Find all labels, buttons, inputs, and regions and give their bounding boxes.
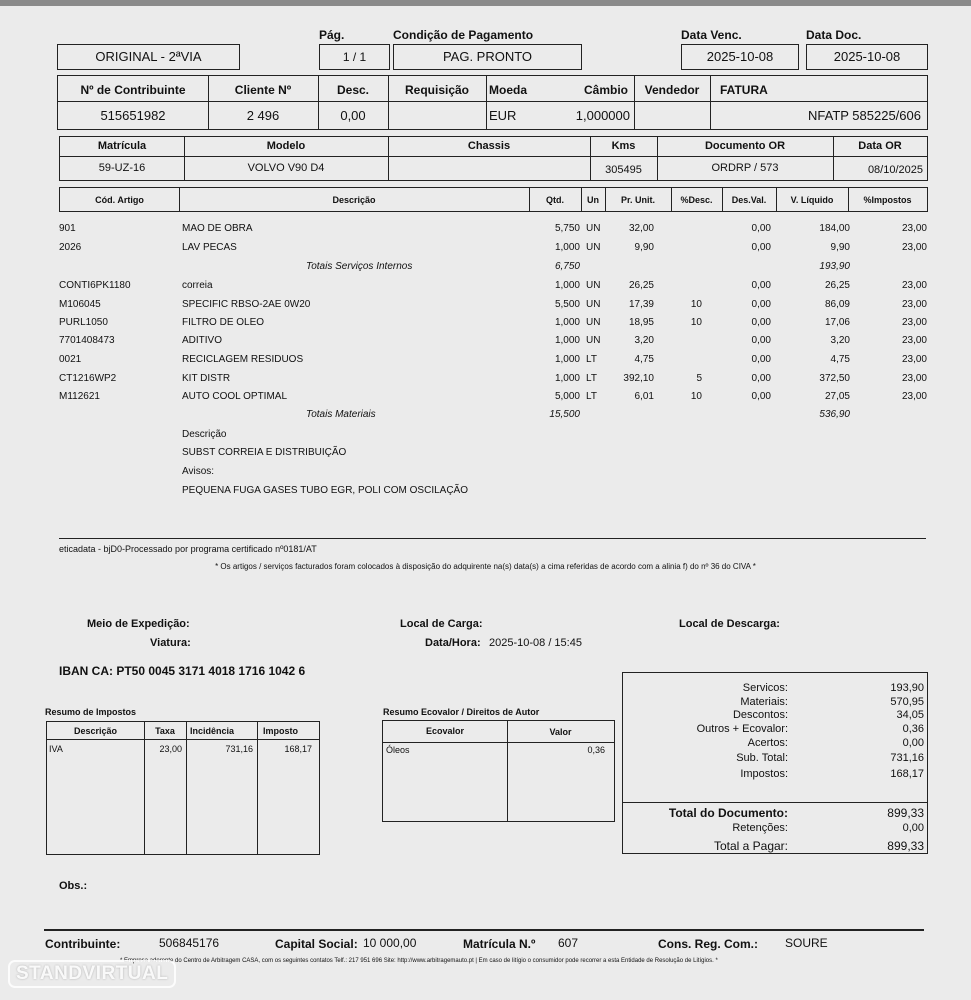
col-documento: Documento OR [704,140,786,152]
item-tax: 23,00 [901,335,927,346]
item-qty: 1,000 [554,242,580,253]
item-qty: 1,000 [554,317,580,328]
item-qty: 5,500 [554,299,580,310]
documento-value: ORDRP / 573 [711,162,779,174]
item-desc: ADITIVO [182,335,223,346]
item-liq: 184,00 [819,223,850,234]
footer-matricula-label: Matrícula N.º [463,937,536,951]
cert-line-1: eticadata - bjD0-Processado por programa certificado nº0181/AT [59,544,317,554]
item-pdesc: 5 [696,373,702,384]
item-tax: 23,00 [901,223,927,234]
ecovalor-col-name: Ecovalor [425,726,465,736]
item-code: 7701408473 [59,335,115,346]
item-code: 901 [59,223,76,234]
item-price: 392,10 [623,373,654,384]
pag-label: Pág. [319,28,345,42]
item-liq: 372,50 [819,373,850,384]
item-liq: 27,05 [824,391,850,402]
taxes-col-desc: Descrição [73,726,118,736]
item-un: UN [586,335,601,346]
col-impostos: %Impostos [863,195,912,205]
col-qtd: Qtd. [546,195,564,205]
col-data-or: Data OR [858,140,902,152]
kms-value: 305495 [605,164,642,176]
footer-matricula: 607 [558,936,579,950]
cond-value: PAG. PRONTO [393,44,582,70]
item-desc: correia [182,280,213,291]
item-desval: 0,00 [751,223,771,234]
footer-capital: 10 000,00 [363,936,417,950]
col-cliente: Cliente Nº [234,83,292,97]
subtotal-materiais-label: Totais Materiais [306,409,376,420]
venc-value: 2025-10-08 [681,44,799,70]
item-price: 6,01 [634,391,654,402]
item-un: UN [586,317,601,328]
col-desval: Des.Val. [731,195,767,205]
item-code: 2026 [59,242,82,253]
iban: IBAN CA: PT50 0045 3171 4018 1716 1042 6 [59,664,306,678]
item-liq: 17,06 [824,317,850,328]
item-liq: 9,90 [830,242,850,253]
pag-value: 1 / 1 [319,44,390,70]
item-desc: RECICLAGEM RESIDUOS [182,354,304,365]
col-desc: Desc. [336,83,370,97]
taxes-row-incid: 731,16 [225,744,253,754]
item-liq: 4,75 [830,354,850,365]
item-liq: 3,20 [830,335,850,346]
local-carga-label: Local de Carga: [400,618,483,630]
item-un: LT [586,391,597,402]
taxes-title: Resumo de Impostos [45,707,137,717]
col-contribuinte: Nº de Contribuinte [80,83,186,97]
item-qty: 5,000 [554,391,580,402]
item-un: UN [586,299,601,310]
item-price: 4,75 [634,354,654,365]
datahora-label: Data/Hora: [425,637,481,649]
cambio-value: 1,000000 [575,108,630,123]
col-vliquido: V. Líquido [790,195,834,205]
cert-line-2: * Os artigos / serviços facturados foram colocados à disposição do adquirente na(s) data(s) a cima referidas de acordo com a alinia f) do nº 36 do CIVA * [215,562,756,571]
item-price: 3,20 [634,335,654,346]
taxes-col-imposto: Imposto [263,726,298,736]
item-un: UN [586,223,601,234]
taxes-col-incid: Incidência [190,726,235,736]
desc-value: 0,00 [340,108,366,123]
ecovalor-row-valor: 0,36 [587,745,605,755]
item-price: 32,00 [628,223,654,234]
item-code: CONTI6PK1180 [59,280,131,291]
fatura-value: NFATP 585225/606 [808,108,921,123]
notes-avisos-label: Avisos: [182,466,215,477]
item-code: M112621 [59,391,100,402]
item-un: UN [586,242,601,253]
item-un: LT [586,373,597,384]
item-desval: 0,00 [751,354,771,365]
totals-retencoes-value: 0,00 [902,822,924,834]
ecovalor-title: Resumo Ecovalor / Direitos de Autor [383,707,540,717]
modelo-value: VOLVO V90 D4 [247,162,325,174]
col-cod-artigo: Cód. Artigo [95,195,144,205]
totals-subtotal-value: 731,16 [890,752,924,764]
item-code: PURL1050 [59,317,108,328]
item-tax: 23,00 [901,317,927,328]
item-desc: SPECIFIC RBSO-2AE 0W20 [182,299,311,310]
item-desc: FILTRO DE OLEO [182,317,265,328]
ecovalor-table [382,720,615,822]
footer-cons: SOURE [785,936,828,950]
client-table [57,75,928,130]
taxes-col-taxa: Taxa [155,726,175,736]
item-tax: 23,00 [901,391,927,402]
watermark-text: STANDVIRTUAL [16,963,169,984]
col-pdesc: %Desc. [680,195,713,205]
totals-servicos-value: 193,90 [890,682,924,694]
footer-capital-label: Capital Social: [275,937,358,951]
ecovalor-col-valor: Valor [549,727,572,737]
totals-descontos-value: 34,05 [896,709,924,721]
doc-value: 2025-10-08 [806,44,928,70]
item-desc: KIT DISTR [182,373,231,384]
subtotal-materiais-liq: 536,90 [819,409,850,420]
notes-desc-label: Descrição [182,429,227,440]
totals-pagar-label: Total a Pagar: [713,839,788,853]
item-qty: 1,000 [554,354,580,365]
item-tax: 23,00 [901,354,927,365]
item-price: 17,39 [628,299,654,310]
taxes-row-imposto: 168,17 [284,744,312,754]
item-tax: 23,00 [901,280,927,291]
col-cambio: Câmbio [584,83,629,97]
col-kms: Kms [611,140,636,152]
totals-materiais-label: Materiais: [740,696,788,708]
item-desc: LAV PECAS [182,242,237,253]
notes-desc-text: SUBST CORREIA E DISTRIBUIÇÃO [182,447,347,458]
subtotal-servicos-liq: 193,90 [819,261,850,272]
meio-expedicao-label: Meio de Expedição: [87,618,190,630]
footer-contribuinte: 506845176 [159,936,220,950]
item-code: M106045 [59,299,101,310]
datahora-value: 2025-10-08 / 15:45 [489,637,582,649]
totals-acertos-label: Acertos: [747,737,788,749]
item-desc: MAO DE OBRA [182,223,253,234]
item-tax: 23,00 [901,242,927,253]
item-desval: 0,00 [751,280,771,291]
ecovalor-row-name: Óleos [386,745,410,755]
col-requisicao: Requisição [404,83,470,97]
totals-subtotal-label: Sub. Total: [736,752,788,764]
item-desval: 0,00 [751,391,771,402]
subtotal-servicos-label: Totais Serviços Internos [306,261,413,272]
item-code: CT1216WP2 [59,373,117,384]
taxes-row-taxa: 23,00 [159,744,182,754]
cert-divider [59,538,926,539]
item-price: 26,25 [628,280,654,291]
item-qty: 1,000 [554,373,580,384]
item-qty: 1,000 [554,335,580,346]
item-desval: 0,00 [751,299,771,310]
totals-acertos-value: 0,00 [902,737,924,749]
item-tax: 23,00 [901,373,927,384]
taxes-row-desc: IVA [49,744,63,754]
totals-retencoes-label: Retenções: [732,822,788,834]
cond-label: Condição de Pagamento [393,28,534,42]
viatura-label: Viatura: [150,637,191,649]
item-pdesc: 10 [690,299,702,310]
col-moeda: Moeda [489,83,528,97]
item-liq: 26,25 [824,280,850,291]
col-fatura: FATURA [720,83,768,97]
local-descarga-label: Local de Descarga: [679,618,780,630]
col-chassis: Chassis [467,140,511,152]
totals-total_doc-value: 899,33 [887,806,924,820]
moeda-value: EUR [489,108,517,123]
item-un: UN [586,280,601,291]
contribuinte-value: 515651982 [100,108,166,123]
item-desval: 0,00 [751,373,771,384]
col-modelo: Modelo [266,140,306,152]
item-code: 0021 [59,354,82,365]
notes-avisos-text: PEQUENA FUGA GASES TUBO EGR, POLI COM OSCILAÇÃO [182,485,468,496]
item-desval: 0,00 [751,317,771,328]
copy-type: ORIGINAL - 2ªVIA [57,44,240,70]
subtotal-materiais-qty: 15,500 [549,409,580,420]
doc-label: Data Doc. [806,28,862,42]
cliente-value: 2 496 [246,108,280,123]
subtotal-servicos-qty: 6,750 [554,261,580,272]
col-pr-unit: Pr. Unit. [620,195,655,205]
matricula-value: 59-UZ-16 [98,162,146,174]
item-price: 9,90 [634,242,654,253]
top-edge [0,0,971,6]
totals-outros-label: Outros + Ecovalor: [696,723,788,735]
totals-pagar-value: 899,33 [887,839,924,853]
items-header [59,187,928,212]
taxes-table [46,721,320,855]
footer-contribuinte-label: Contribuinte: [45,937,121,951]
item-desval: 0,00 [751,242,771,253]
item-desval: 0,00 [751,335,771,346]
item-pdesc: 10 [690,317,702,328]
item-desc: AUTO COOL OPTIMAL [182,391,288,402]
totals-servicos-label: Servicos: [742,682,788,694]
item-qty: 5,750 [554,223,580,234]
obs-label: Obs.: [59,880,88,892]
item-qty: 1,000 [554,280,580,291]
totals-total_doc-label: Total do Documento: [668,806,788,820]
item-tax: 23,00 [901,299,927,310]
footer-divider [44,929,924,931]
totals-materiais-value: 570,95 [890,696,924,708]
item-price: 18,95 [628,317,654,328]
col-matricula: Matrícula [97,140,147,152]
totals-outros-value: 0,36 [902,723,924,735]
col-un: Un [587,195,599,205]
item-un: LT [586,354,597,365]
item-pdesc: 10 [690,391,702,402]
footer-cons-label: Cons. Reg. Com.: [658,937,759,951]
vehicle-table [59,136,928,181]
footer-fineprint: * Empresa aderente do Centro de Arbitragem CASA, com os seguintes contatos Telf.: 217 951 696 Site: http://www.arbitragemauto.pt | Em caso de litígio o consumidor pode recorrer a esta Entidade de Resolução de Litígios. * [120,958,718,964]
item-liq: 86,09 [824,299,850,310]
totals-impostos-label: Impostos: [740,768,788,780]
col-descricao: Descrição [332,195,376,205]
col-vendedor: Vendedor [644,83,700,97]
data-or-value: 08/10/2025 [867,164,923,176]
totals-impostos-value: 168,17 [890,768,924,780]
venc-label: Data Venc. [681,28,742,42]
standvirtual-watermark [8,960,176,988]
totals-descontos-label: Descontos: [732,709,788,721]
